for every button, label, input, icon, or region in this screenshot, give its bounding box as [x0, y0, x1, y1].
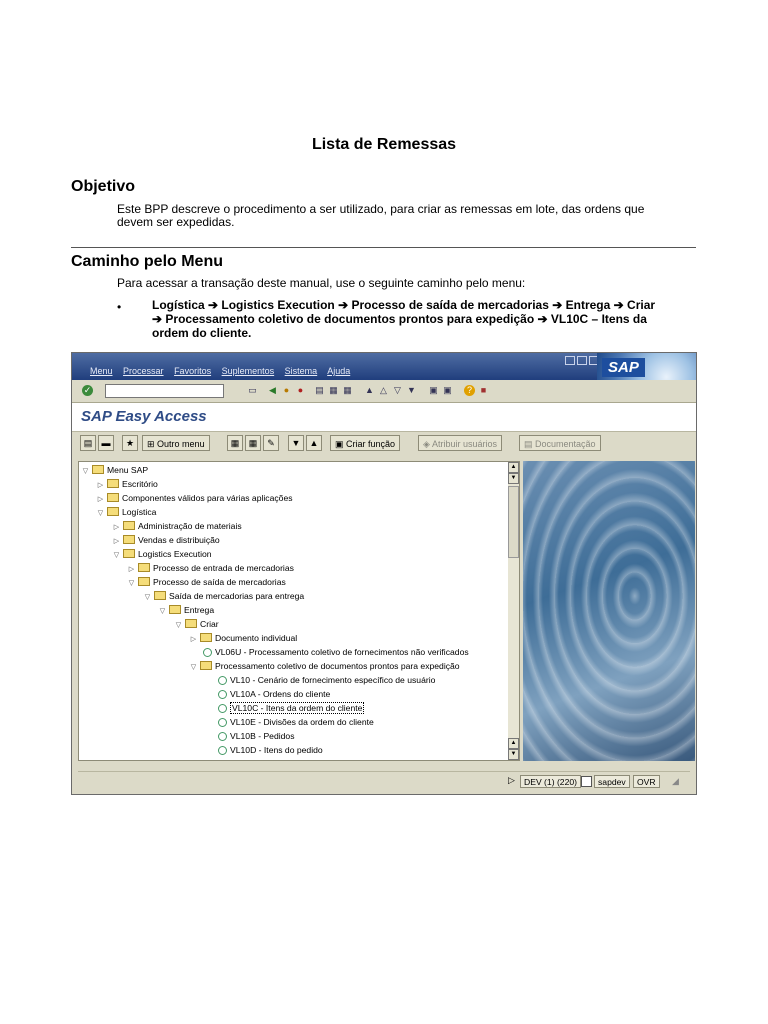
objetivo-text-line-2: devem ser expedidas.: [117, 215, 235, 229]
tree-node-vl10b[interactable]: [218, 730, 295, 743]
add-favorite-icon[interactable]: ▦: [227, 435, 243, 451]
tree-node-logistics-execution[interactable]: [112, 548, 212, 561]
tree-label: Documento individual: [215, 633, 298, 643]
user-menu-icon[interactable]: ▤: [80, 435, 96, 451]
find-icon[interactable]: ▦: [329, 385, 338, 395]
atribuir-usuarios-label: Atribuir usuários: [431, 439, 497, 449]
tree-node-vl10[interactable]: [218, 674, 435, 687]
sap-window-screenshot: [71, 352, 697, 795]
favorites-icon[interactable]: ★: [122, 435, 138, 451]
scroll-down-icon[interactable]: ▼: [508, 749, 519, 760]
menubar: [90, 366, 358, 376]
change-favorite-icon[interactable]: ✎: [263, 435, 279, 451]
tree-scrollbar[interactable]: [508, 462, 519, 760]
criar-funcao-label: Criar função: [346, 439, 396, 449]
tree-node-saida-entrega[interactable]: [143, 590, 304, 603]
expanded-arrow-icon: ▽: [113, 552, 120, 559]
scroll-thumb[interactable]: [508, 486, 519, 558]
tree-node-processo-saida[interactable]: [127, 576, 286, 589]
folder-icon: [107, 507, 119, 516]
sap-logo-text: SAP: [602, 358, 645, 377]
tree-label: Componentes válidos para várias aplicações: [122, 493, 293, 503]
folder-icon: [200, 633, 212, 642]
tree-label: Logística: [122, 507, 157, 517]
expanded-arrow-icon: ▽: [128, 580, 135, 587]
menu-ajuda[interactable]: Ajuda: [327, 366, 351, 376]
document-title: Lista de Remessas: [311, 136, 457, 153]
maximize-icon[interactable]: [577, 356, 587, 365]
folder-icon: [200, 661, 212, 670]
atribuir-usuarios-icon: ◈: [423, 439, 432, 449]
outro-menu-label: Outro menu: [157, 439, 205, 449]
tree-node-componentes[interactable]: [96, 492, 293, 505]
shortcut-icon[interactable]: ▣: [443, 385, 452, 395]
minimize-icon[interactable]: [565, 356, 575, 365]
documentacao-button[interactable]: [519, 435, 601, 451]
tree-label: VL10A - Ordens do cliente: [230, 689, 331, 699]
tree-node-logistica[interactable]: [96, 506, 156, 519]
tree-node-criar[interactable]: [174, 618, 219, 631]
move-up-icon[interactable]: ▲: [306, 435, 322, 451]
menu-path-line-2: ➔ Processamento coletivo de documentos prontos para expedição ➔ VL10C – Itens da: [152, 312, 647, 326]
tree-label: Criar: [200, 619, 219, 629]
folder-icon: [107, 479, 119, 488]
menu-path-line-3: ordem do cliente.: [152, 326, 252, 340]
menu-tree: [78, 461, 520, 761]
tree-node-administracao-materiais[interactable]: [112, 520, 242, 533]
menu-favoritos[interactable]: Favoritos: [174, 366, 212, 376]
folder-icon: [123, 535, 135, 544]
tree-node-vendas-distribuicao[interactable]: [112, 534, 220, 547]
folder-icon: [107, 493, 119, 502]
objetivo-text-line-1: Este BPP descreve o procedimento a ser utilizado, para criar as remessas em lote, das ordens que: [117, 202, 645, 216]
screen-header: [72, 403, 696, 432]
folder-icon: [92, 465, 104, 474]
save-icon[interactable]: ▭: [248, 385, 257, 395]
next-page-icon[interactable]: ▽: [394, 385, 401, 395]
cancel-icon[interactable]: ●: [297, 385, 304, 395]
menu-sistema[interactable]: Sistema: [284, 366, 318, 376]
tree-label: Saída de mercadorias para entrega: [169, 591, 305, 601]
tree-label: VL10B - Pedidos: [230, 731, 295, 741]
scroll-up-bottom-icon[interactable]: ▲: [508, 738, 519, 749]
collapsed-arrow-icon: ▷: [97, 482, 104, 489]
screen-title: SAP Easy Access: [81, 408, 207, 425]
expanded-arrow-icon: ▽: [190, 664, 197, 671]
last-page-icon[interactable]: ▼: [407, 385, 416, 395]
tree-node-vl10d[interactable]: [218, 744, 323, 757]
tree-label: VL10E - Divisões da ordem do cliente: [230, 717, 374, 727]
collapsed-arrow-icon: ▷: [190, 636, 197, 643]
folder-icon: [138, 577, 150, 586]
print-icon[interactable]: ▤: [315, 385, 324, 395]
transaction-icon: [218, 732, 227, 741]
help-icon[interactable]: ?: [464, 385, 475, 396]
command-field[interactable]: [105, 384, 224, 398]
tree-label: Escritório: [122, 479, 158, 489]
atribuir-usuarios-button[interactable]: [418, 435, 502, 451]
status-server: sapdev: [594, 775, 630, 788]
enter-icon[interactable]: ✓: [83, 385, 92, 395]
objetivo-heading: Objetivo: [71, 178, 136, 195]
layout-menu-icon[interactable]: ■: [480, 385, 487, 395]
previous-page-icon[interactable]: △: [380, 385, 387, 395]
standard-toolbar: [72, 380, 696, 403]
documentacao-label: Documentação: [535, 439, 596, 449]
exit-icon[interactable]: ●: [283, 385, 290, 395]
expanded-arrow-icon: ▽: [97, 510, 104, 517]
tree-node-processo-entrada[interactable]: [127, 562, 294, 575]
menu-processar[interactable]: Processar: [123, 366, 164, 376]
tree-label: VL10 - Cenário de fornecimento específico de usuário: [230, 675, 436, 685]
first-page-icon[interactable]: ▲: [365, 385, 374, 395]
transaction-icon: [218, 746, 227, 755]
tree-node-vl06u[interactable]: [203, 646, 469, 659]
tree-label: Vendas e distribuição: [138, 535, 220, 545]
scroll-up-icon[interactable]: ▲: [508, 462, 519, 473]
transaction-icon: [218, 718, 227, 727]
expanded-arrow-icon: ▽: [82, 468, 89, 475]
tree-node-vl10e[interactable]: [218, 716, 374, 729]
tree-node-entrega[interactable]: [158, 604, 214, 617]
move-down-icon[interactable]: ▼: [288, 435, 304, 451]
sap-menu-icon[interactable]: ▬: [98, 435, 114, 451]
status-mode: OVR: [633, 775, 660, 788]
folder-icon: [154, 591, 166, 600]
resize-grip-icon[interactable]: ◢: [672, 776, 679, 786]
status-system: DEV (1) (220): [520, 775, 581, 788]
tree-label: Processamento coletivo de documentos prontos para expedição: [215, 661, 460, 671]
tree-label: Menu SAP: [107, 465, 149, 475]
transaction-icon: [218, 690, 227, 699]
collapsed-arrow-icon: ▷: [97, 496, 104, 503]
transaction-icon: [203, 648, 212, 657]
tree-node-menu-sap[interactable]: [81, 464, 148, 477]
folder-icon: [169, 605, 181, 614]
outro-menu-button[interactable]: [142, 435, 210, 451]
tree-node-vl10a[interactable]: [218, 688, 330, 701]
tree-label: Logistics Execution: [138, 549, 212, 559]
collapsed-arrow-icon: ▷: [113, 538, 120, 545]
criar-funcao-icon: ▣: [335, 439, 347, 449]
menu-menu[interactable]: Menu: [90, 366, 113, 376]
tree-label: Administração de materiais: [138, 521, 242, 531]
tree-label: Entrega: [184, 605, 215, 615]
bullet-marker: •: [117, 300, 122, 314]
caminho-heading: Caminho pelo Menu: [71, 253, 223, 270]
folder-icon: [185, 619, 197, 628]
criar-funcao-button[interactable]: [330, 435, 400, 451]
back-icon[interactable]: ◀: [269, 385, 276, 395]
delete-favorite-icon[interactable]: ▦: [245, 435, 261, 451]
find-next-icon[interactable]: ▦: [343, 385, 352, 395]
status-expand-icon[interactable]: ▷: [508, 775, 515, 785]
section-divider: [71, 247, 696, 248]
documentacao-icon: ▤: [524, 439, 536, 449]
menu-suplementos[interactable]: Suplementos: [221, 366, 275, 376]
water-ripple-image: [523, 461, 695, 761]
scroll-down-small-icon[interactable]: ▼: [508, 473, 519, 484]
tree-label: VL10C - Itens da ordem do cliente: [232, 703, 363, 713]
tree-label: VL06U - Processamento coletivo de fornecimentos não verificados: [215, 647, 469, 657]
status-flag-icon: [581, 776, 592, 787]
tree-node-vl10c[interactable]: [218, 702, 364, 715]
tree-label: VL10D - Itens do pedido: [230, 745, 323, 755]
expanded-arrow-icon: ▽: [159, 608, 166, 615]
transaction-icon: [218, 676, 227, 685]
tree-node-escritorio[interactable]: [96, 478, 158, 491]
application-toolbar: [72, 432, 696, 456]
tree-label: Processo de saída de mercadorias: [153, 577, 286, 587]
expanded-arrow-icon: ▽: [175, 622, 182, 629]
status-bar: [78, 771, 690, 790]
caminho-text: Para acessar a transação deste manual, use o seguinte caminho pelo menu:: [117, 276, 526, 290]
folder-icon: [123, 521, 135, 530]
tree-node-documento-individual[interactable]: [189, 632, 297, 645]
expanded-arrow-icon: ▽: [144, 594, 151, 601]
transaction-icon: [218, 704, 227, 713]
tree-label: Processo de entrada de mercadorias: [153, 563, 294, 573]
collapsed-arrow-icon: ▷: [128, 566, 135, 573]
new-session-icon[interactable]: ▣: [429, 385, 438, 395]
folder-icon: [138, 563, 150, 572]
folder-icon: [123, 549, 135, 558]
outro-menu-icon: ⊞: [147, 439, 158, 449]
menu-path-line-1: Logística ➔ Logistics Execution ➔ Processo de saída de mercadorias ➔ Entrega ➔ Criar: [152, 298, 656, 312]
menu-path-bullet: [152, 298, 697, 340]
tree-node-processamento-coletivo[interactable]: [189, 660, 460, 673]
collapsed-arrow-icon: ▷: [113, 524, 120, 531]
